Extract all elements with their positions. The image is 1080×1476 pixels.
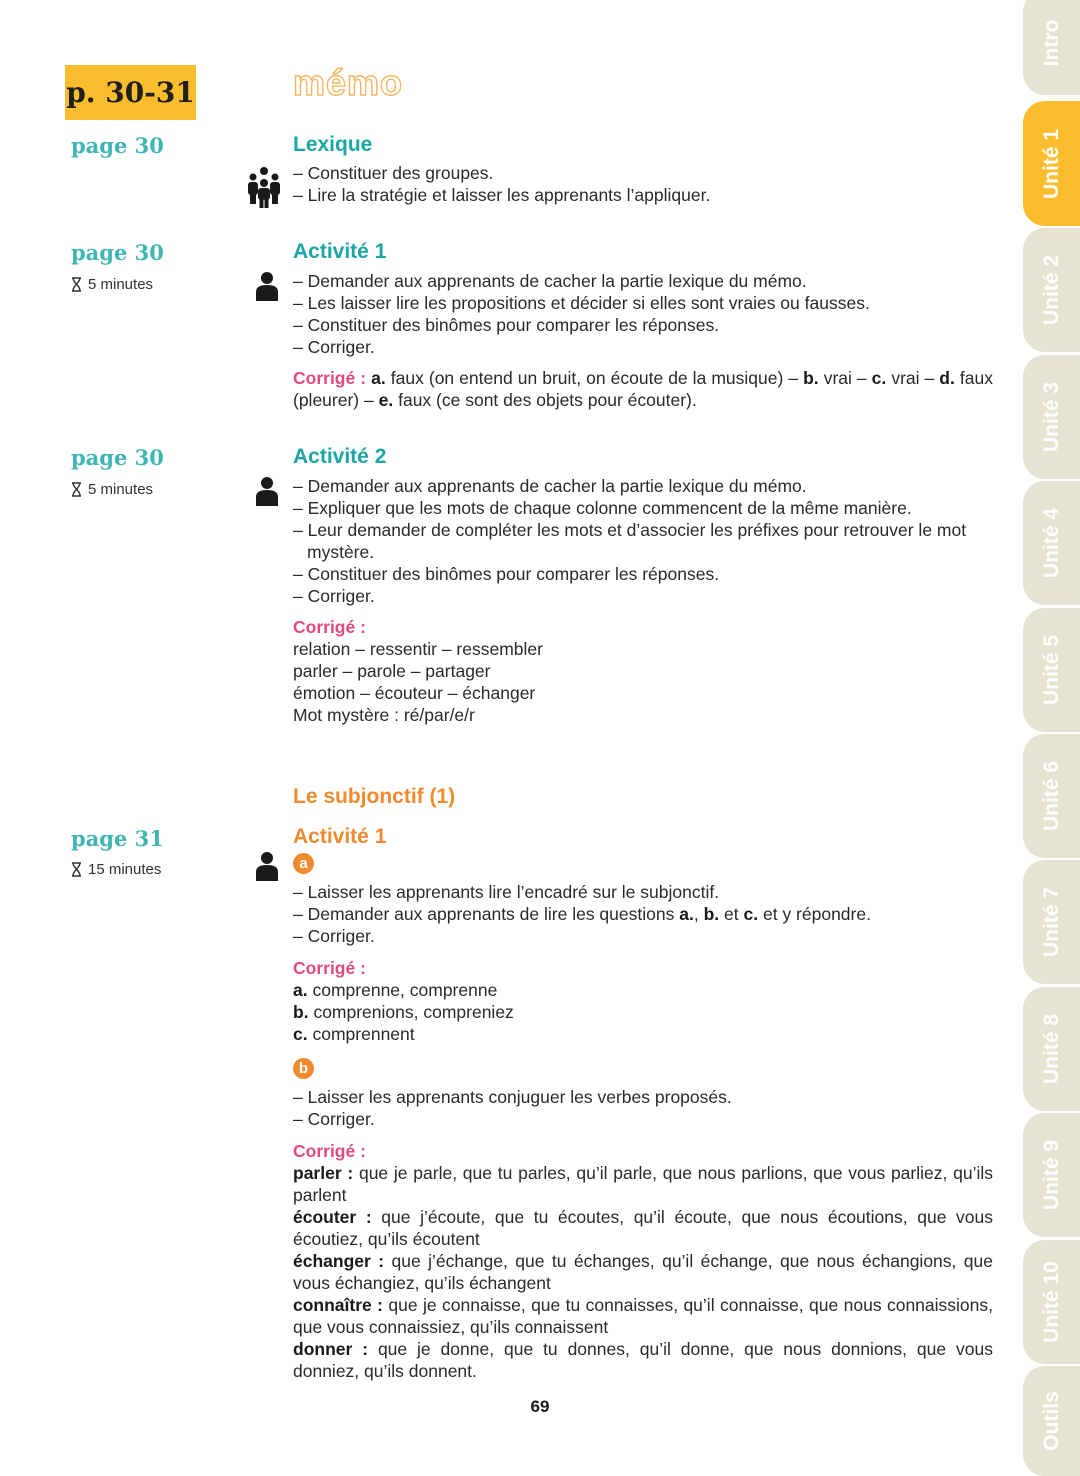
person-icon — [256, 272, 278, 301]
page-reference: page 31 — [71, 826, 164, 851]
part-a-instructions — [293, 881, 993, 947]
instruction-line: – Constituer des binômes pour comparer les réponses. — [293, 315, 720, 335]
duration — [71, 481, 153, 498]
corrige-label: Corrigé : — [293, 958, 366, 978]
duration — [71, 861, 161, 878]
conjugation-line: donner : que je donne, que tu donnes, qu’il donne, que nous donnions, que vous donniez, qu’ils donnent. — [293, 1339, 993, 1381]
part-b-instructions — [293, 1086, 993, 1130]
activite-1-instructions — [293, 270, 993, 358]
corrige-label: Corrigé : — [293, 1141, 366, 1161]
tab-unite-1[interactable]: Unité 1 — [1023, 101, 1080, 226]
instruction-line: – Les laisser lire les propositions et décider si elles sont vraies ou fausses. — [293, 293, 870, 313]
instruction-line: – Constituer des groupes. — [293, 163, 494, 183]
instruction-line: – Corriger. — [293, 337, 375, 357]
answer-key: d. — [939, 368, 955, 388]
hourglass-icon — [71, 862, 82, 877]
question-key: c. — [743, 904, 759, 924]
answer-key: c. — [871, 368, 887, 388]
person-icon — [256, 852, 278, 881]
part-a-corrige — [293, 957, 993, 1045]
answer-text: vrai – — [891, 368, 935, 388]
page-reference: page 30 — [71, 445, 164, 470]
instruction-line: – Laisser les apprenants conjuguer les verbes proposés. — [293, 1087, 732, 1107]
answer-text: faux (ce sont des objets pour écouter). — [398, 390, 697, 410]
instruction-line — [293, 903, 993, 925]
page-range-badge: p. 30-31 — [65, 65, 196, 120]
section-heading-activite-2: Activité 2 — [293, 445, 387, 468]
answer-line: parler – parole – partager — [293, 661, 491, 681]
question-key: b. — [703, 904, 720, 924]
answer-line: Mot mystère : ré/par/e/r — [293, 705, 475, 725]
lexique-instructions — [293, 162, 993, 206]
answer-line: émotion – écouteur – échanger — [293, 683, 536, 703]
instruction-line: – Demander aux apprenants de cacher la partie lexique du mémo. — [293, 476, 807, 496]
question-text: – Demander aux apprenants de lire les questions — [293, 904, 675, 924]
duration-text: 5 minutes — [88, 481, 154, 498]
part-a-marker: a — [293, 853, 314, 874]
tab-unite-7[interactable]: Unité 7 — [1023, 860, 1080, 984]
activite-1-corrige — [293, 367, 993, 411]
instruction-line: – Expliquer que les mots de chaque colonne commencent de la même manière. — [293, 498, 912, 518]
answer-line: relation – ressentir – ressembler — [293, 639, 543, 659]
unit-tabs — [1023, 0, 1080, 1465]
hourglass-icon — [71, 482, 82, 497]
hourglass-icon — [71, 277, 82, 292]
answer-key: e. — [378, 390, 394, 410]
tab-unite-4[interactable]: Unité 4 — [1023, 481, 1080, 605]
memo-title: mémo — [293, 62, 404, 103]
instruction-line: – Corriger. — [293, 586, 375, 606]
answer-text: vrai – — [823, 368, 867, 388]
tab-unite-10[interactable]: Unité 10 — [1023, 1240, 1080, 1364]
question-text: et — [724, 904, 739, 924]
conjugation-line: parler : que je parle, que tu parles, qu’il parle, que nous parlions, que vous parliez, qu’ils parlent — [293, 1163, 993, 1205]
tab-unite-2[interactable]: Unité 2 — [1023, 228, 1080, 352]
duration-text: 5 minutes — [88, 276, 154, 293]
answer-text: faux (on entend un bruit, on écoute de la musique) – — [390, 368, 799, 388]
activite-2-corrige — [293, 616, 993, 726]
instruction-line: – Demander aux apprenants de cacher la partie lexique du mémo. — [293, 271, 807, 291]
group-icon — [247, 166, 281, 208]
answer-line: c. comprennent — [293, 1024, 415, 1044]
question-text: et y répondre. — [762, 904, 871, 924]
page-reference: page 30 — [71, 133, 164, 158]
corrige-label: Corrigé : — [293, 368, 367, 388]
corrige-label: Corrigé : — [293, 617, 366, 637]
tab-unite-9[interactable]: Unité 9 — [1023, 1113, 1080, 1237]
section-title-subjonctif: Le subjonctif (1) — [293, 785, 456, 808]
activite-2-instructions — [293, 475, 993, 607]
question-separator: , — [693, 904, 699, 924]
instruction-line: – Corriger. — [293, 1109, 375, 1129]
duration — [71, 276, 153, 293]
duration-text: 15 minutes — [88, 861, 162, 878]
part-b-corrige — [293, 1140, 993, 1382]
page-number: 69 — [530, 1397, 550, 1416]
answer-key: b. — [803, 368, 819, 388]
instruction-line: – Corriger. — [293, 926, 375, 946]
tab-unite-8[interactable]: Unité 8 — [1023, 987, 1080, 1111]
section-heading-lexique: Lexique — [293, 133, 373, 156]
answer-key: a. — [371, 368, 386, 388]
instruction-line: – Lire la stratégie et laisser les apprenants l’appliquer. — [293, 185, 711, 205]
section-heading-activite-1: Activité 1 — [293, 240, 387, 263]
tab-outils[interactable]: Outils — [1023, 1366, 1080, 1476]
tab-unite-5[interactable]: Unité 5 — [1023, 608, 1080, 732]
answer-line: b. comprenions, compreniez — [293, 1002, 514, 1022]
answer-text: faux (pleurer) – — [293, 368, 993, 410]
conjugation-line: écouter : que j’écoute, que tu écoutes, qu’il écoute, que nous écoutions, que vous écoutiez, qu’ils écoutent — [293, 1207, 994, 1249]
person-icon — [256, 477, 278, 506]
page-reference: page 30 — [71, 240, 164, 265]
instruction-line: – Leur demander de compléter les mots et d’associer les préfixes pour retrouver le mot mystère. — [293, 520, 967, 562]
question-key: a. — [679, 904, 694, 924]
tab-unite-6[interactable]: Unité 6 — [1023, 734, 1080, 858]
conjugation-line: connaître : que je connaisse, que tu connaisses, qu’il connaisse, que nous connaissions, que vous connaissiez, qu’ils connaissent — [293, 1295, 993, 1337]
answer-line: a. comprenne, comprenne — [293, 980, 498, 1000]
section-heading-subjonctif-activite-1: Activité 1 — [293, 825, 387, 848]
instruction-line: – Laisser les apprenants lire l’encadré sur le subjonctif. — [293, 882, 720, 902]
tab-unite-3[interactable]: Unité 3 — [1023, 355, 1080, 479]
instruction-line: – Constituer des binômes pour comparer les réponses. — [293, 564, 720, 584]
conjugation-line: échanger : que j’échange, que tu échanges, qu’il échange, que nous échangions, que vous échangiez, qu’ils échangent — [293, 1251, 994, 1293]
part-b-marker: b — [293, 1058, 314, 1079]
tab-intro[interactable]: Intro — [1023, 0, 1080, 95]
